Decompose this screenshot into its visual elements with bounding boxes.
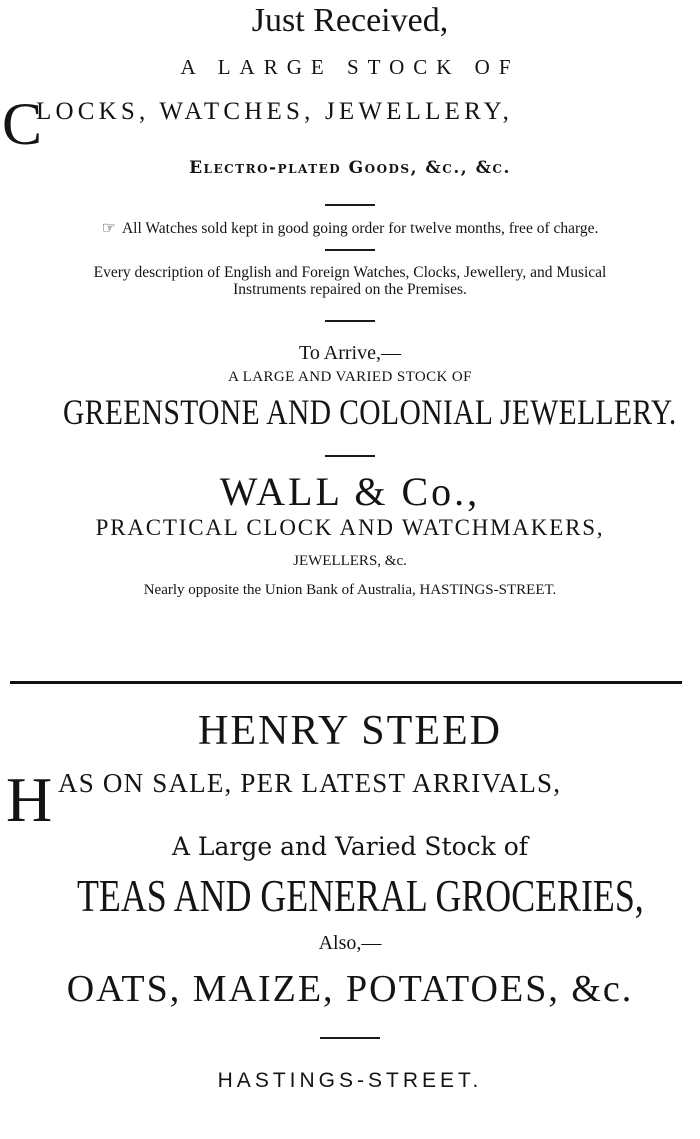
to-arrive-heading: To Arrive,— [299,342,401,364]
divider-rule [325,320,375,322]
repairs-line-2: Instruments repaired on the Premises. [233,281,467,298]
repairs-line-1: Every description of English and Foreign Watches, Clocks, Jewellery, and Musical [93,264,607,281]
guarantee-notice [0,218,700,238]
pointing-hand-icon: ☞ [101,220,116,237]
firm-name: WALL & Co., [219,469,481,514]
varied-stock-line: A LARGE AND VARIED STOCK OF [228,369,472,385]
teas-heading: TEAS AND GENERAL GROCERIES, [77,870,644,921]
henry-steed-advertisement [0,690,700,1139]
divider-rule [325,204,375,206]
dropcap-c: C [2,91,43,157]
divider-rule [320,1037,380,1039]
greenstone-heading: GREENSTONE AND COLONIAL JEWELLERY. [63,392,677,432]
advertisement-separator [10,681,682,684]
jewellers-line: JEWELLERS, &c. [293,553,407,569]
divider-rule [325,249,375,251]
intro-heading [0,762,700,835]
guarantee-text: All Watches sold kept in good going order for twelve months, free of charge. [121,220,599,237]
headline-just-received: Just Received, [251,2,449,39]
goods-heading-text: LOCKS, WATCHES, JEWELLERY, [36,98,514,125]
merchant-name: HENRY STEED [198,708,502,754]
intro-heading-text: AS ON SALE, PER LATEST ARRIVALS, [58,768,562,798]
subhead-large-stock: A LARGE STOCK OF [180,55,520,79]
trade-description: PRACTICAL CLOCK AND WATCHMAKERS, [95,515,605,540]
repairs-notice [0,264,700,298]
also-line: Also,— [318,932,382,954]
goods-heading [0,91,700,157]
address-line: Nearly opposite the Union Bank of Australia, HASTINGS-STREET. [143,582,557,598]
dropcap-h: H [6,764,53,835]
street-line: HASTINGS-STREET. [217,1069,483,1092]
oats-heading: OATS, MAIZE, POTATOES, &c. [66,968,634,1010]
electro-plated-line: Electro-plated Goods, &c., &c. [189,158,511,178]
stock-line: A Large and Varied Stock of [171,832,529,861]
divider-rule [325,455,375,457]
